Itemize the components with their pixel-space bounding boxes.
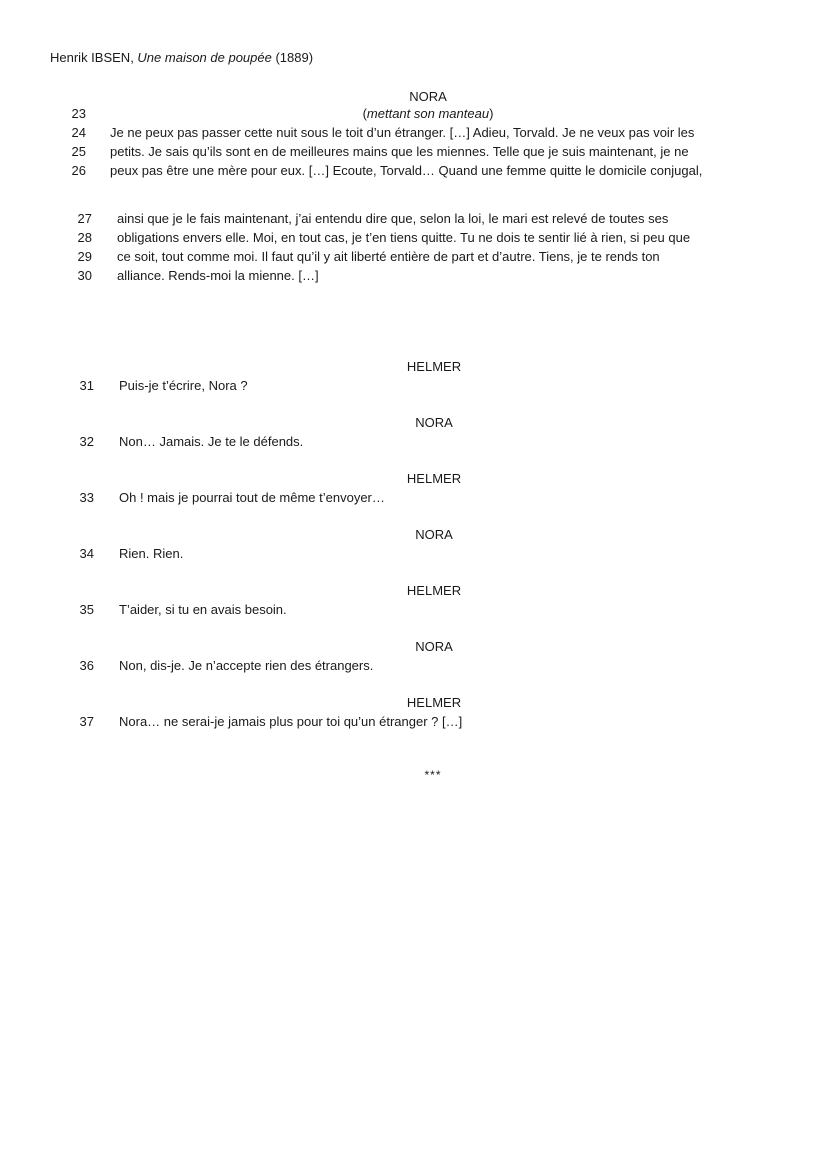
line-number: 31 [79, 378, 94, 393]
stage-paren-open: ( [362, 106, 367, 121]
speaker-helmer: HELMER [406, 695, 462, 710]
text-line: Rien. Rien. [119, 546, 184, 561]
line-number: 28 [77, 230, 92, 245]
text-line: ce soit, tout comme moi. Il faut qu’il y ait liberté entière de part et d’autre. Tiens, je te rends ton [117, 249, 660, 264]
end-mark: *** [424, 768, 442, 782]
header-work-title: Une maison de poupée [137, 50, 272, 65]
text-line: Oh ! mais je pourrai tout de même t’envoyer… [119, 490, 385, 505]
line-number: 30 [77, 268, 92, 283]
text-line: Non, dis-je. Je n’accepte rien des étrangers. [119, 658, 374, 673]
line-number: 36 [79, 658, 94, 673]
line-number: 37 [79, 714, 94, 729]
header-year: (1889) [271, 50, 314, 65]
text-line: Non… Jamais. Je te le défends. [119, 434, 304, 449]
text-line: alliance. Rends-moi la mienne. […] [117, 268, 319, 283]
text-line: Puis-je t’écrire, Nora ? [119, 378, 248, 393]
speaker-helmer: HELMER [406, 359, 462, 374]
text-line: peux pas être une mère pour eux. […] Ecoute, Torvald… Quand une femme quitte le domicile conjugal, [110, 163, 703, 178]
speaker-helmer: HELMER [406, 583, 462, 598]
line-number: 27 [77, 211, 92, 226]
line-number: 32 [79, 434, 94, 449]
speaker-helmer: HELMER [406, 471, 462, 486]
stage-direction-text: mettant son manteau [366, 106, 490, 121]
stage-paren-close: ) [489, 106, 494, 121]
line-number: 26 [71, 163, 86, 178]
line-number: 33 [79, 490, 94, 505]
page-header [50, 50, 313, 65]
header-author: Henrik IBSEN, [50, 50, 138, 65]
stage-direction [278, 106, 578, 121]
speaker-nora: NORA [415, 415, 453, 430]
line-number: 25 [71, 144, 86, 159]
line-number: 24 [71, 125, 86, 140]
text-line: petits. Je sais qu’ils sont en de meilleures mains que les miennes. Telle que je suis maintenant, je ne [110, 144, 689, 159]
speaker-nora: NORA [415, 527, 453, 542]
line-number: 34 [79, 546, 94, 561]
speaker-nora: NORA [415, 639, 453, 654]
text-line: ainsi que je le fais maintenant, j’ai entendu dire que, selon la loi, le mari est relevé de toutes ses [117, 211, 669, 226]
text-line: Je ne peux pas passer cette nuit sous le toit d’un étranger. […] Adieu, Torvald. Je ne veux pas voir les [110, 125, 695, 140]
speaker-nora: NORA [409, 89, 447, 104]
text-line: Nora… ne serai-je jamais plus pour toi qu’un étranger ? […] [119, 714, 463, 729]
text-line: T’aider, si tu en avais besoin. [119, 602, 287, 617]
text-line: obligations envers elle. Moi, en tout cas, je t’en tiens quitte. Tu ne dois te sentir lié à rien, si peu que [117, 230, 691, 245]
line-number: 29 [77, 249, 92, 264]
line-number: 35 [79, 602, 94, 617]
line-number: 23 [71, 106, 86, 121]
